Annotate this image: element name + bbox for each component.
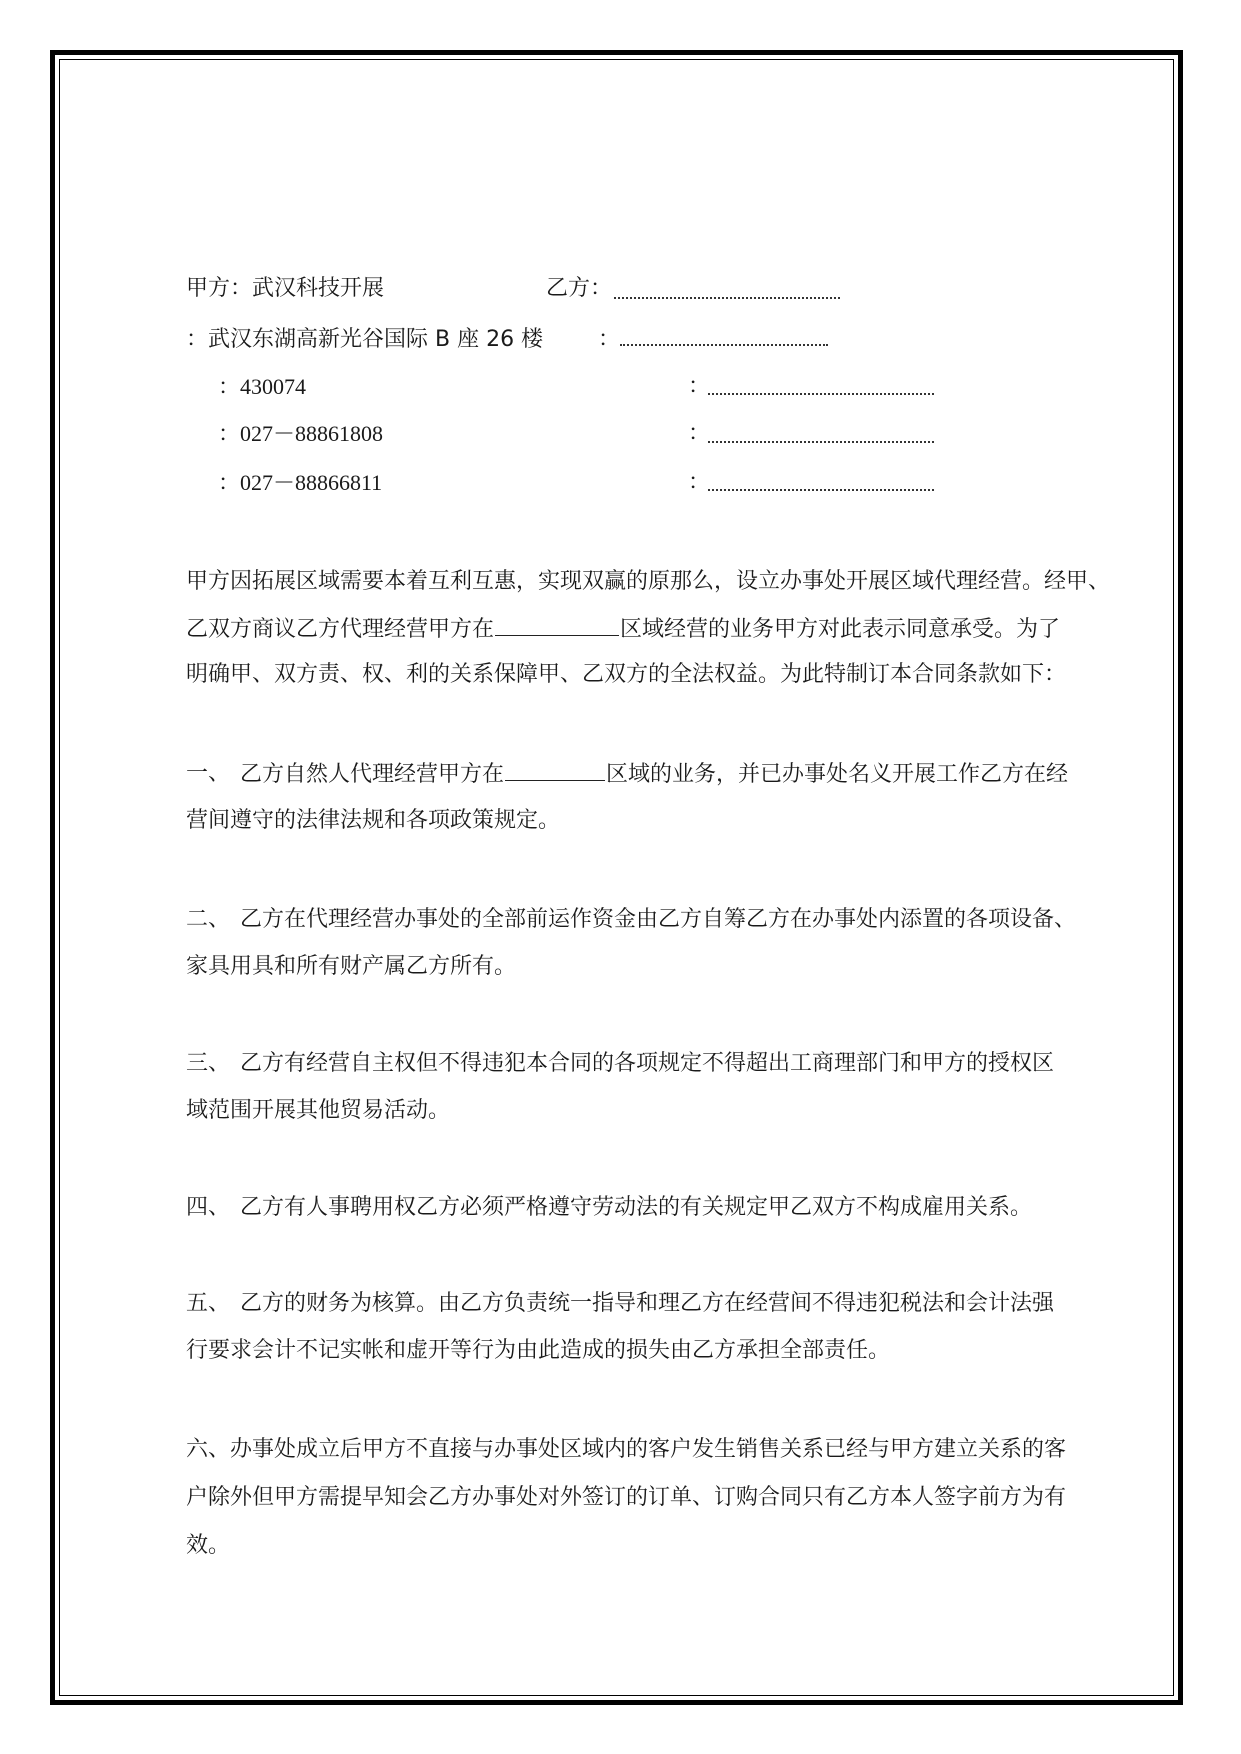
clause-2-line-1: 乙方在代理经营办事处的全部前运作资金由乙方自筹乙方在办事处内添置的各项设备、 xyxy=(240,907,1077,932)
clause-6-line-2: 户除外但甲方需提早知会乙方办事处对外签订的订单、订购合同只有乙方本人签字前方为有 xyxy=(186,1485,1067,1510)
party-b-label: 乙方： xyxy=(546,276,613,301)
intro-line-3: 明确甲、双方责、权、利的关系保障甲、乙双方的全法权益。为此特制订本合同条款如下： xyxy=(186,662,1067,687)
party-b-phone-fill-line xyxy=(708,441,934,443)
party-b-postcode-fill-line xyxy=(708,393,934,395)
intro-line-2-end: 区域经营的业务甲方对此表示同意承受。为了 xyxy=(620,617,1061,642)
clause-3-line-2: 域范围开展其他贸易活动。 xyxy=(186,1098,451,1123)
clause-6-line-3: 效。 xyxy=(186,1533,231,1558)
clause-5-line-2: 行要求会计不记实帐和虚开等行为由此造成的损失由乙方承担全部责任。 xyxy=(186,1338,891,1363)
clause-1-line-1-end: 区域的业务，并已办事处名义开展工作乙方在经 xyxy=(606,762,1069,787)
party-a-name: 武汉科技开展 xyxy=(252,276,385,301)
party-b-fax-colon: ： xyxy=(688,470,711,495)
clause-1-region-blank xyxy=(505,760,605,781)
clause-1-line-1-start: 乙方自然人代理经营甲方在 xyxy=(240,762,505,787)
clause-4-number: 四、 xyxy=(186,1195,231,1220)
party-b-fax-fill-line xyxy=(708,489,934,491)
party-b-address-fill-line xyxy=(620,344,828,346)
clause-2-line-2: 家具用具和所有财产属乙方所有。 xyxy=(186,954,517,979)
clause-6-line-1: 六、办事处成立后甲方不直接与办事处区域内的客户发生销售关系已经与甲方建立关系的客 xyxy=(186,1437,1067,1462)
clause-2-number: 二、 xyxy=(186,907,231,932)
clause-1-line-1 xyxy=(240,760,1068,789)
clause-5-line-1: 乙方的财务为核算。由乙方负责统一指导和理乙方在经营间不得违犯税法和会计法强 xyxy=(240,1291,1055,1316)
clause-5-number: 五、 xyxy=(186,1291,231,1316)
party-a-label: 甲方： xyxy=(186,276,253,301)
region-blank-field xyxy=(495,615,619,636)
clause-4-line-1: 乙方有人事聘用权乙方必须严格遵守劳动法的有关规定甲乙双方不构成雇用关系。 xyxy=(240,1195,1033,1220)
party-b-fill-line xyxy=(614,297,840,299)
party-b-postcode-colon: ： xyxy=(688,374,711,399)
intro-line-2-start: 乙双方商议乙方代理经营甲方在 xyxy=(186,617,495,642)
party-a-fax: ：027－88866811 xyxy=(218,470,383,495)
clause-1-number: 一、 xyxy=(186,761,231,786)
clause-3-number: 三、 xyxy=(186,1051,231,1076)
party-a-address: ：武汉东湖高新光谷国际 B 座 26 楼 xyxy=(186,327,544,352)
party-b-address-colon: ： xyxy=(598,327,621,352)
clause-1-line-2: 营间遵守的法律法规和各项政策规定。 xyxy=(186,808,561,833)
party-b-phone-colon: ： xyxy=(688,421,711,446)
party-a-postcode: ：430074 xyxy=(218,374,307,399)
intro-line-2 xyxy=(186,615,1060,644)
party-a-phone: ：027－88861808 xyxy=(218,421,384,446)
intro-line-1: 甲方因拓展区域需要本着互利互惠，实现双赢的原那么，设立办事处开展区域代理经营。经甲、 xyxy=(186,569,1111,594)
clause-3-line-1: 乙方有经营自主权但不得违犯本合同的各项规定不得超出工商理部门和甲方的授权区 xyxy=(240,1051,1055,1076)
